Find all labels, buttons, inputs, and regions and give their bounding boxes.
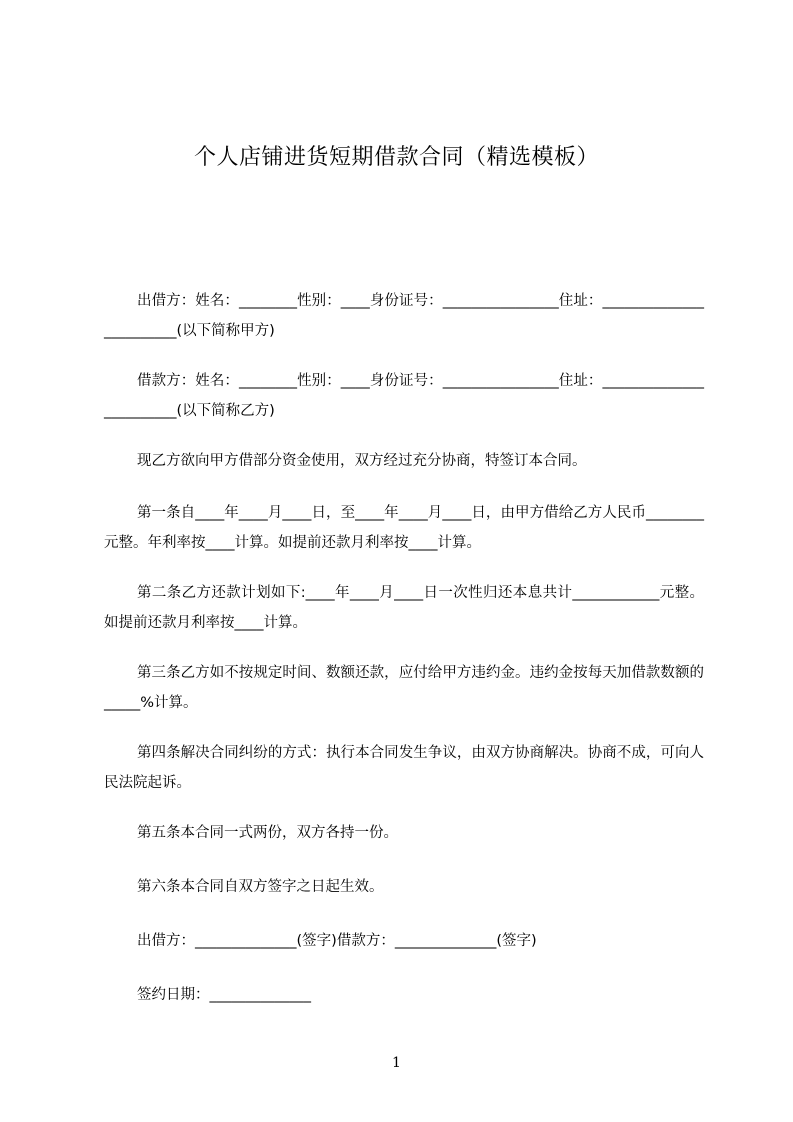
article-2-paragraph: 第二条乙方还款计划如下:____年____月____日一次性归还本息共计____________元整。如提前还款月利率按____计算。 — [104, 585, 704, 631]
article-6-paragraph: 第六条本合同自双方签字之日起生效。 — [137, 879, 384, 895]
document-title: 个人店铺进货短期借款合同（精选模板） — [193, 145, 599, 170]
lender-info-paragraph: 出借方：姓名：________性别：____身份证号：________________住址：________________________(以下简称甲方) — [104, 293, 704, 339]
article-3-paragraph: 第三条乙方如不按规定时间、数额还款，应付给甲方违约金。违约金按每天加借款数额的_____%计算。 — [104, 665, 704, 711]
signature-line: 出借方：______________(签字)借款方：______________(签字) — [137, 933, 537, 949]
article-5-paragraph: 第五条本合同一式两份，双方各持一份。 — [137, 825, 398, 841]
borrower-info-paragraph: 借款方：姓名：________性别：____身份证号：________________住址：________________________(以下简称乙方) — [104, 373, 704, 419]
sign-date-line: 签约日期：______________ — [137, 987, 311, 1003]
page-number: 1 — [392, 1055, 401, 1071]
article-4-paragraph: 第四条解决合同纠纷的方式：执行本合同发生争议，由双方协商解决。协商不成，可向人民法院起诉。 — [104, 745, 704, 791]
intro-paragraph: 现乙方欲向甲方借部分资金使用，双方经过充分协商，特签订本合同。 — [137, 453, 587, 469]
article-1-paragraph: 第一条自____年____月____日，至____年____月____日，由甲方借给乙方人民币________元整。年利率按____计算。如提前还款月利率按____计算。 — [104, 505, 704, 551]
